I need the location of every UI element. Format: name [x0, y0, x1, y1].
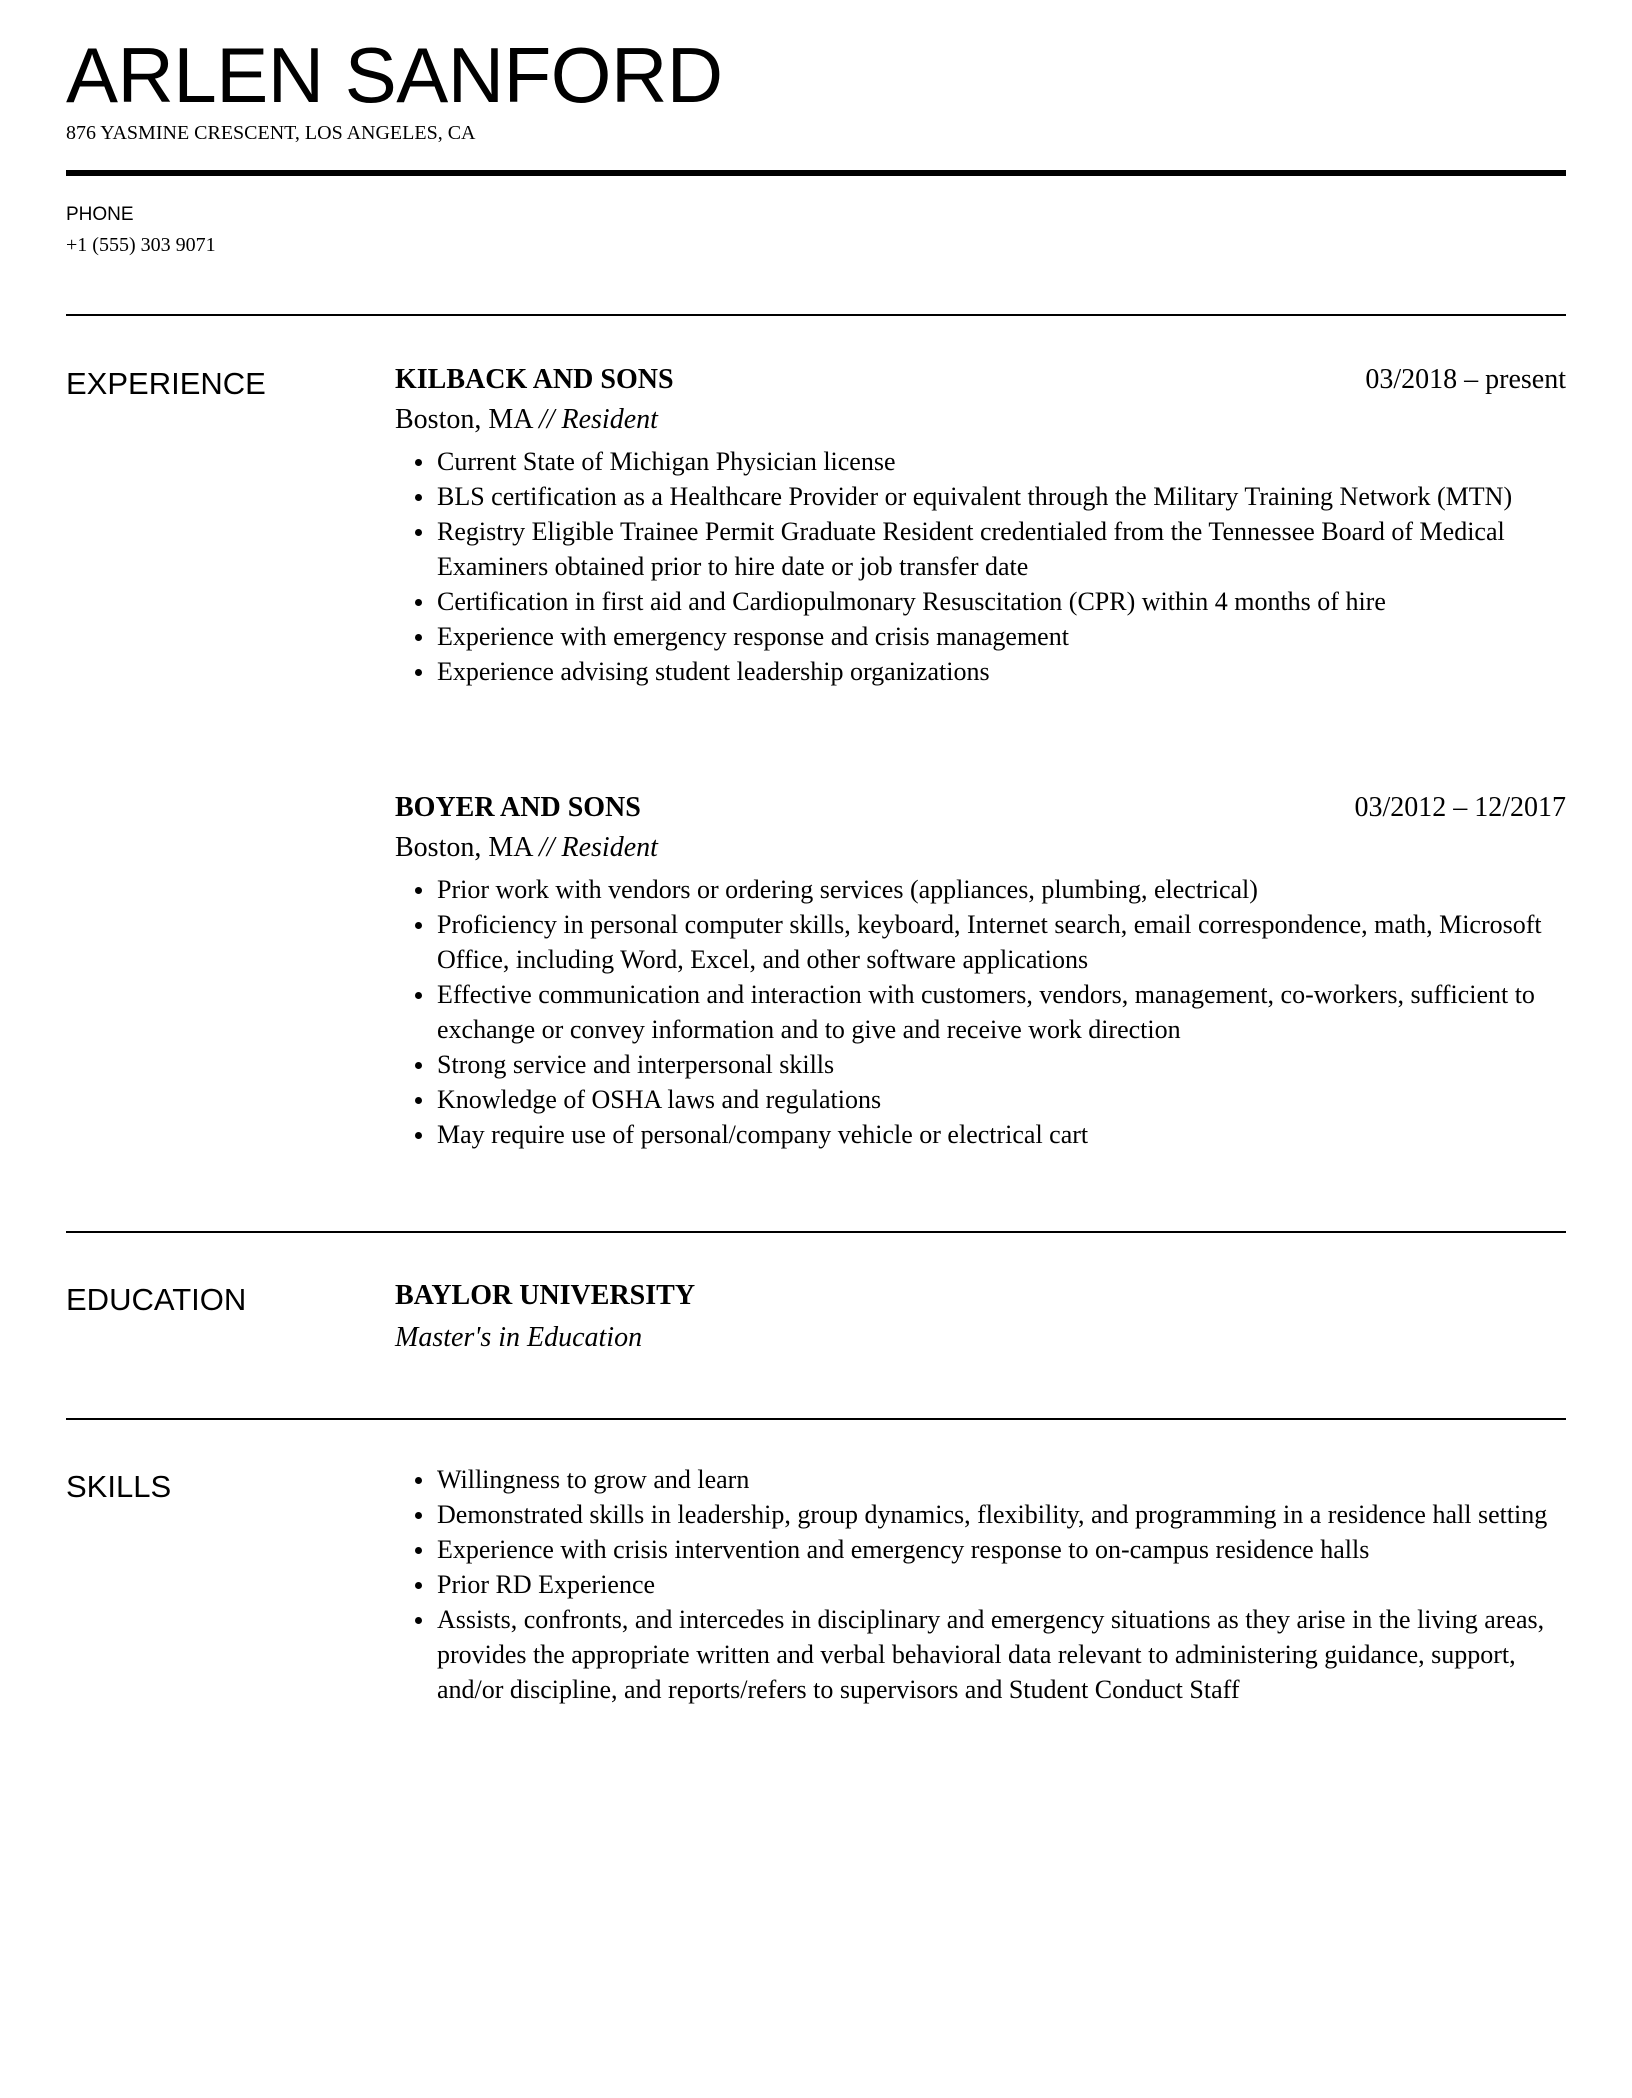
- experience-job: [395, 790, 1566, 1152]
- list-item: Experience with crisis intervention and emergency response to on-campus residence halls: [395, 1532, 1566, 1567]
- job-company: BOYER AND SONS: [395, 792, 641, 823]
- list-item: Experience advising student leadership organizations: [395, 654, 1566, 689]
- list-item: Prior work with vendors or ordering services (appliances, plumbing, electrical): [395, 872, 1566, 907]
- job-role: Resident: [561, 832, 658, 863]
- education-header: [395, 1278, 1566, 1316]
- skills-content: [395, 1462, 1566, 1707]
- education-entry: [395, 1278, 1566, 1356]
- list-item: Prior RD Experience: [395, 1567, 1566, 1602]
- education-section-title: EDUCATION: [66, 1282, 247, 1317]
- job-bullets: [395, 444, 1566, 689]
- candidate-address: 876 YASMINE CRESCENT, LOS ANGELES, CA: [66, 122, 476, 144]
- job-location: Boston, MA: [395, 832, 532, 863]
- list-item: Certification in first aid and Cardiopulmonary Resuscitation (CPR) within 4 months of hire: [395, 584, 1566, 619]
- job-header: [395, 790, 1566, 828]
- list-item: Assists, confronts, and intercedes in disciplinary and emergency situations as they arise in the living areas, provides the appropriate written and verbal behavioral data relevant to administering guidance, support, and/or discipline, and reports/refers to supervisors and Student Conduct Staff: [395, 1602, 1566, 1707]
- list-item: Experience with emergency response and crisis management: [395, 619, 1566, 654]
- education-school: BAYLOR UNIVERSITY: [395, 1280, 696, 1311]
- section-divider: [66, 314, 1566, 316]
- job-separator: //: [538, 404, 555, 435]
- list-item: Knowledge of OSHA laws and regulations: [395, 1082, 1566, 1117]
- job-separator: //: [538, 832, 555, 863]
- list-item: Demonstrated skills in leadership, group dynamics, flexibility, and programming in a residence hall setting: [395, 1497, 1566, 1532]
- list-item: BLS certification as a Healthcare Provider or equivalent through the Military Training Network (MTN): [395, 479, 1566, 514]
- education-degree: Master's in Education: [395, 1322, 643, 1353]
- section-divider: [66, 1231, 1566, 1233]
- list-item: Registry Eligible Trainee Permit Graduate Resident credentialed from the Tennessee Board of Medical Examiners obtained prior to hire date or job transfer date: [395, 514, 1566, 584]
- list-item: Effective communication and interaction with customers, vendors, management, co-workers, sufficient to exchange or convey information and to give and receive work direction: [395, 977, 1566, 1047]
- job-role: Resident: [561, 404, 658, 435]
- job-dates: 03/2012 – 12/2017: [1354, 792, 1566, 823]
- job-company: KILBACK AND SONS: [395, 364, 674, 395]
- skills-section-title: SKILLS: [66, 1469, 172, 1504]
- job-location-role: [395, 402, 1566, 438]
- header-divider: [66, 170, 1566, 176]
- job-location-role: [395, 830, 1566, 866]
- phone-label: PHONE: [66, 204, 134, 225]
- experience-section-title: EXPERIENCE: [66, 366, 266, 401]
- list-item: Strong service and interpersonal skills: [395, 1047, 1566, 1082]
- list-item: Current State of Michigan Physician license: [395, 444, 1566, 479]
- experience-job: [395, 362, 1566, 689]
- job-header: [395, 362, 1566, 400]
- list-item: Willingness to grow and learn: [395, 1462, 1566, 1497]
- job-bullets: [395, 872, 1566, 1152]
- phone-number: +1 (555) 303 9071: [66, 234, 216, 256]
- section-divider: [66, 1418, 1566, 1420]
- resume-page: [66, 0, 1566, 2098]
- list-item: Proficiency in personal computer skills, keyboard, Internet search, email correspondence, math, Microsoft Office, including Word, Excel, and other software applications: [395, 907, 1566, 977]
- candidate-name: ARLEN SANFORD: [66, 31, 723, 119]
- job-dates: 03/2018 – present: [1365, 364, 1566, 395]
- list-item: May require use of personal/company vehicle or electrical cart: [395, 1117, 1566, 1152]
- job-location: Boston, MA: [395, 404, 532, 435]
- skills-list: [395, 1462, 1566, 1707]
